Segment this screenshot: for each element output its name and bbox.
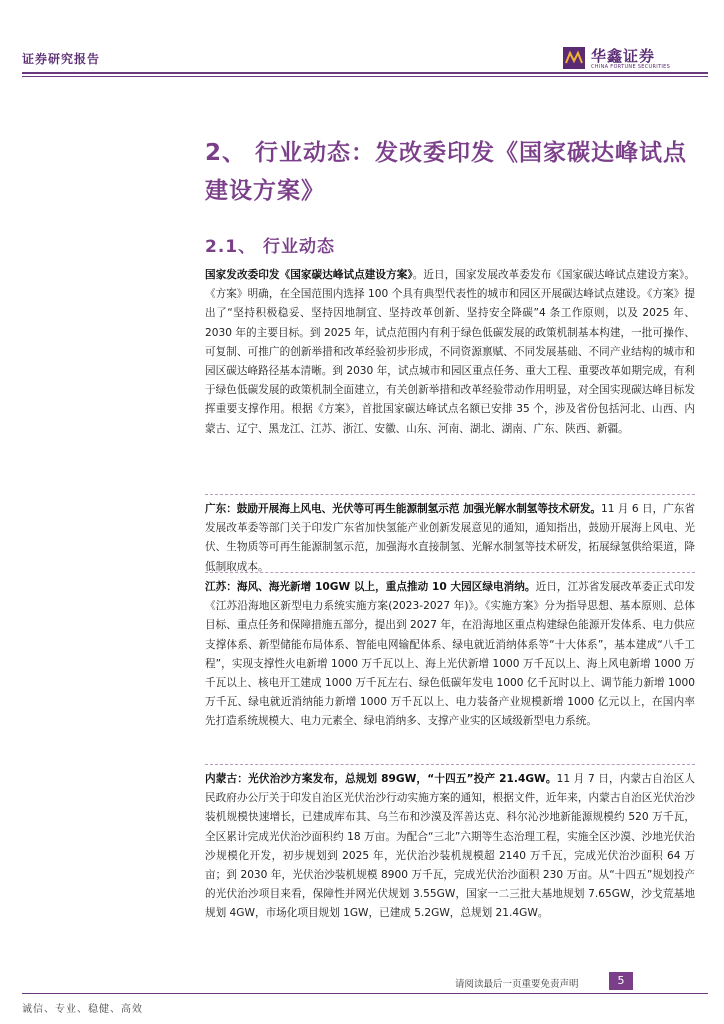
company-logo (563, 45, 713, 75)
paragraph-lead: 国家发改委印发《国家碳达峰试点建设方案》 (205, 269, 413, 281)
subsection-title: 2.1、 行业动态 (205, 237, 336, 257)
paragraph-body: 。近日，国家发展改革委发布《国家碳达峰试点建设方案》。《方案》明确，在全国范围内选择 100 个具有典型代表性的城市和园区开展碳达峰试点建设。《方案》提出了“坚持积极稳妥、坚持因地制宜、坚持改革创新、坚持安全降碳”4 条工作原则，以及 2025 年、2030 年的主要目标。到 2025 年，试点范围内有利于绿色低碳发展的政策机制基本构建，一批可操作、可复制、可推广的创新举措和改革经验初步形成，不同资源禀赋、不同发展基础、不同产业结构的城市和园区碳达峰路径基本清晰。到 2030 年，试点城市和园区重点任务、重大工程、重要改革如期完成，有利于绿色低碳发展的政策机制全面建立，有关创新举措和改革经验带动作用明显，对全国实现碳达峰目标发挥重要支撑作用。根据《方案》，首批国家碳达峰试点名额已安排 35 个，涉及省份包括河北、山西、内蒙古、辽宁、黑龙江、江苏、浙江、安徽、山东、河南、湖北、湖南、广东、陕西、新疆。 (205, 269, 695, 435)
paragraph-divider (205, 764, 695, 765)
page-number: 5 (609, 972, 633, 990)
paragraph-ndrc (205, 266, 695, 439)
report-type-label: 证券研究报告 (22, 52, 101, 66)
paragraph-body: 11 月 7 日，内蒙古自治区人民政府办公厅关于印发自治区光伏治沙行动实施方案的通知，根据文件，近年来，内蒙古自治区光伏治沙装机规模快速增长，已建成库布其、乌兰布和沙漠及浑善达克、科尔沁沙地新能源规模约 520 万千瓦，全区累计完成光伏治沙面积约 18 万亩。为配合“三北”六期等生态治理工程，实施全区沙漠、沙地光伏治沙规模化开发，初步规划到 2025 年，光伏治沙装机规模超 2140 万千瓦，完成光伏治沙面积 64 万亩；到 2030 年，光伏治沙装机规模 8900 万千瓦，完成光伏治沙面积 230 万亩。从“十四五”规划投产的光伏治沙项目来看，保障性并网光伏规划 3.55GW，国家一二三批大基地规划 7.65GW，沙戈荒基地规划 4GW，市场化项目规划 1GW，已建成 5.2GW，总规划 21.4GW。 (205, 773, 695, 920)
paragraph-lead: 江苏：海风、海光新增 10GW 以上，重点推动 10 大园区绿电消纳。 (205, 581, 536, 593)
footer-divider (22, 993, 708, 994)
paragraph-lead: 内蒙古：光伏治沙方案发布，总规划 89GW，“十四五”投产 21.4GW。 (205, 773, 557, 785)
section-title: 2、 行业动态：发改委印发《国家碳达峰试点建设方案》 (205, 140, 688, 204)
header-divider-thin (22, 76, 708, 77)
paragraph-divider (205, 494, 695, 495)
paragraph-lead: 广东：鼓励开展海上风电、光伏等可再生能源制氢示范 加强光解水制氢等技术研发。 (205, 503, 602, 515)
page-header (0, 0, 724, 75)
paragraph-guangdong (205, 500, 695, 577)
footer-motto: 诚信、专业、稳健、高效 (22, 1004, 143, 1015)
logo-en: CHINA FORTUNE SECURITIES (591, 64, 671, 70)
header-divider (22, 72, 708, 74)
logo-name: 华鑫证券 (591, 47, 656, 65)
disclaimer-note: 请阅读最后一页重要免责声明 (455, 979, 579, 990)
paragraph-body: 近日，江苏省发展改革委正式印发《江苏沿海地区新型电力系统实施方案(2023-2027 年)》。《实施方案》分为指导思想、基本原则、总体目标、重点任务和保障措施五部分，提出到 2027 年，在沿海地区重点构建绿色能源开发体系、电力供应支撑体系、新型储能布局体系、智能电网输配体系、绿电就近消纳体系等“十大体系”，基本建成“八千工程”，实现支撑性火电新增 1000 万千瓦以上、海上光伏新增 1000 万千瓦以上、海上风电新增 1000 万千瓦以上、核电开工建成 1000 万千瓦左右、绿色低碳年发电 1000 亿千瓦时以上、调节能力新增 1000 万千瓦、绿电就近消纳能力新增 1000 万千瓦以上、电力装备产业规模新增 1000 亿元以上，在国内率先打造系统规模大、电力元素全、绿电消纳多、支撑产业实的区域级新型电力系统。 (205, 581, 695, 728)
paragraph-body: 11 月 6 日，广东省发展改革委等部门关于印发广东省加快氢能产业创新发展意见的通知，通知指出，鼓励开展海上风电、光伏、生物质等可再生能源制氢示范，加强海水直接制氢、光解水制氢等技术研发，拓展绿氢供给渠道，降低制取成本。 (205, 503, 695, 573)
paragraph-divider (205, 572, 695, 573)
paragraph-jiangsu (205, 578, 695, 732)
paragraph-inner-mongolia (205, 770, 695, 924)
logo-mark-icon (563, 47, 585, 69)
